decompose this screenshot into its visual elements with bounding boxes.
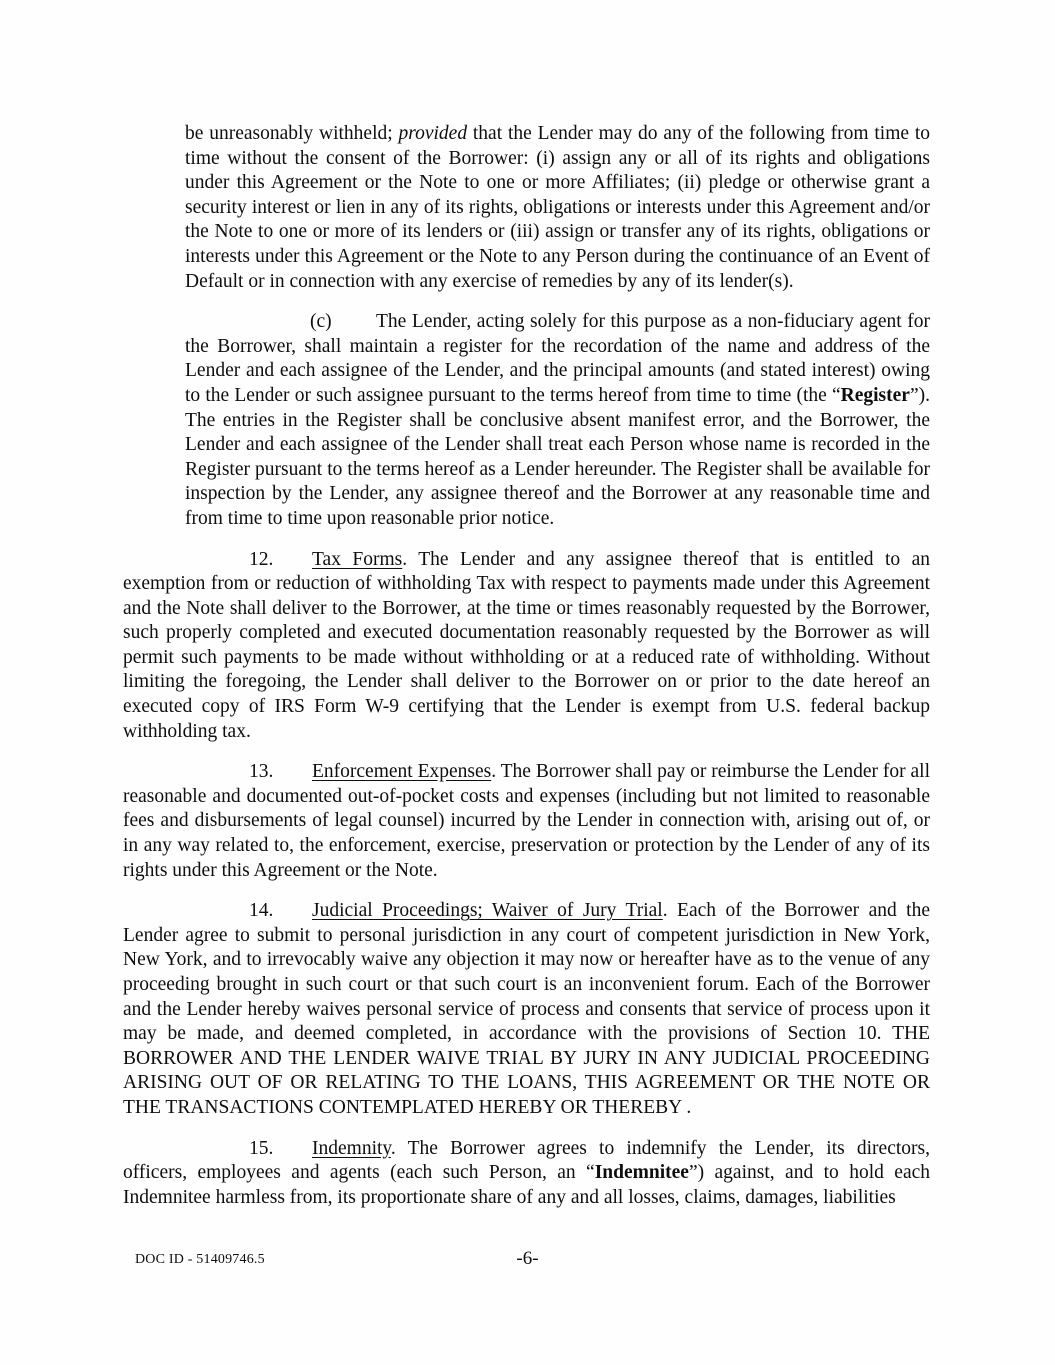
paragraph-c (185, 310, 930, 531)
paragraph-text: The Lender, acting solely for this purpose as a non-fiduciary agent for the Borrower, shall maintain a register for the recordation of the name and address of the Lender and each assignee of the Lender, and the principal amounts (and stated interest) owing to the Lender or such assignee pursuant to the terms hereof from time to time (the “ (185, 311, 930, 406)
paragraph-text: be unreasonably withheld; (185, 123, 399, 144)
section-number: 12. (249, 548, 274, 570)
document-body (123, 122, 930, 1226)
section-heading-judicial-proceedings: Judicial Proceedings; Waiver of Jury Trial (312, 900, 663, 922)
paragraph-text: ”) against, and to hold each Indemnitee harmless from, its proportionate share of any and all losses, claims, damages, liabilities (123, 1162, 930, 1208)
paragraph-section-13 (123, 760, 930, 883)
paragraph-section-14 (123, 899, 930, 1120)
paragraph-section-15 (123, 1137, 930, 1211)
italic-term-provided: provided (398, 123, 468, 144)
section-number: 15. (249, 1137, 274, 1159)
page-footer (0, 1248, 1055, 1270)
section-heading-indemnity: Indemnity (312, 1137, 391, 1159)
paragraph-section-12 (123, 548, 930, 745)
section-heading-tax-forms: Tax Forms (312, 548, 403, 570)
paragraph-text: that the Lender may do any of the following from time to time without the consent of the Borrower: (i) assign any or all of its rights and obligations under this Agreement or the Note to one or more Affiliates; (ii) pledge or otherwise grant a security interest or lien in any of its rights, obligations or interests under this Agreement and/or the Note to one or more of its lenders or (iii) assign or transfer any of its rights, obligations or interests under this Agreement or the Note to any Person during the continuance of an Event of Default or in connection with any exercise of remedies by any of its lender(s). (185, 123, 930, 292)
defined-term-register: Register (840, 384, 910, 406)
page-number: -6- (516, 1248, 539, 1269)
paragraph-text: . The Borrower shall pay or reimburse the Lender for all reasonable and documented out-of-pocket costs and expenses (including but not limited to reasonable fees and disbursements of legal counsel) incurred by the Lender in connection with, arising out of, or in any way related to, the enforcement, exercise, preservation or protection by the Lender of any of its rights under this Agreement or the Note. (123, 761, 931, 881)
section-number: 13. (249, 761, 274, 783)
paragraph-text: . Each of the Borrower and the Lender agree to submit to personal jurisdiction in any court of competent jurisdiction in New York, New York, and to irrevocably waive any objection it may now or hereafter have as to the venue of any proceeding brought in such court or that such court is an inconvenient forum. Each of the Borrower and the Lender hereby waives personal service of process and consents that service of process upon it may be made, and deemed completed, in accordance with the provisions of Section 10. THE BORROWER AND THE LENDER WAIVE TRIAL BY JURY IN ANY JUDICIAL PROCEEDING ARISING OUT OF OR RELATING TO THE LOANS, THIS AGREEMENT OR THE NOTE OR THE TRANSACTIONS CONTEMPLATED HEREBY OR THEREBY . (123, 900, 930, 1118)
paragraph-text: ”). The entries in the Register shall be conclusive absent manifest error, and the Borrower, the Lender and each assignee of the Lender shall treat each Person whose name is recorded in the Register pursuant to the terms hereof as a Lender hereunder. The Register shall be available for inspection by the Lender, any assignee thereof and the Borrower at any reasonable time and from time to time upon reasonable prior notice. (185, 384, 930, 529)
defined-term-indemnitee: Indemnitee (594, 1162, 689, 1184)
section-number: 14. (249, 900, 274, 922)
paragraph-text: . The Lender and any assignee thereof that is entitled to an exemption from or reduction of withholding Tax with respect to payments made under this Agreement and the Note shall deliver to the Borrower, at the time or times reasonably requested by the Borrower, such properly completed and executed documentation reasonably requested by the Borrower as will permit such payments to be made without withholding or at a reduced rate of withholding. Without limiting the foregoing, the Lender shall deliver to the Borrower on or prior to the date hereof an executed copy of IRS Form W-9 certifying that the Lender is exempt from U.S. federal backup withholding tax. (123, 548, 930, 742)
clause-label: (c) (310, 311, 332, 333)
section-heading-enforcement-expenses: Enforcement Expenses (312, 761, 492, 783)
doc-id-label: DOC ID - 51409746.5 (135, 1252, 265, 1267)
paragraph-text: . The Borrower agrees to indemnify the Lender, its directors, officers, employees and agents (each such Person, an “ (123, 1137, 930, 1184)
paragraph-b-continuation (185, 122, 930, 294)
